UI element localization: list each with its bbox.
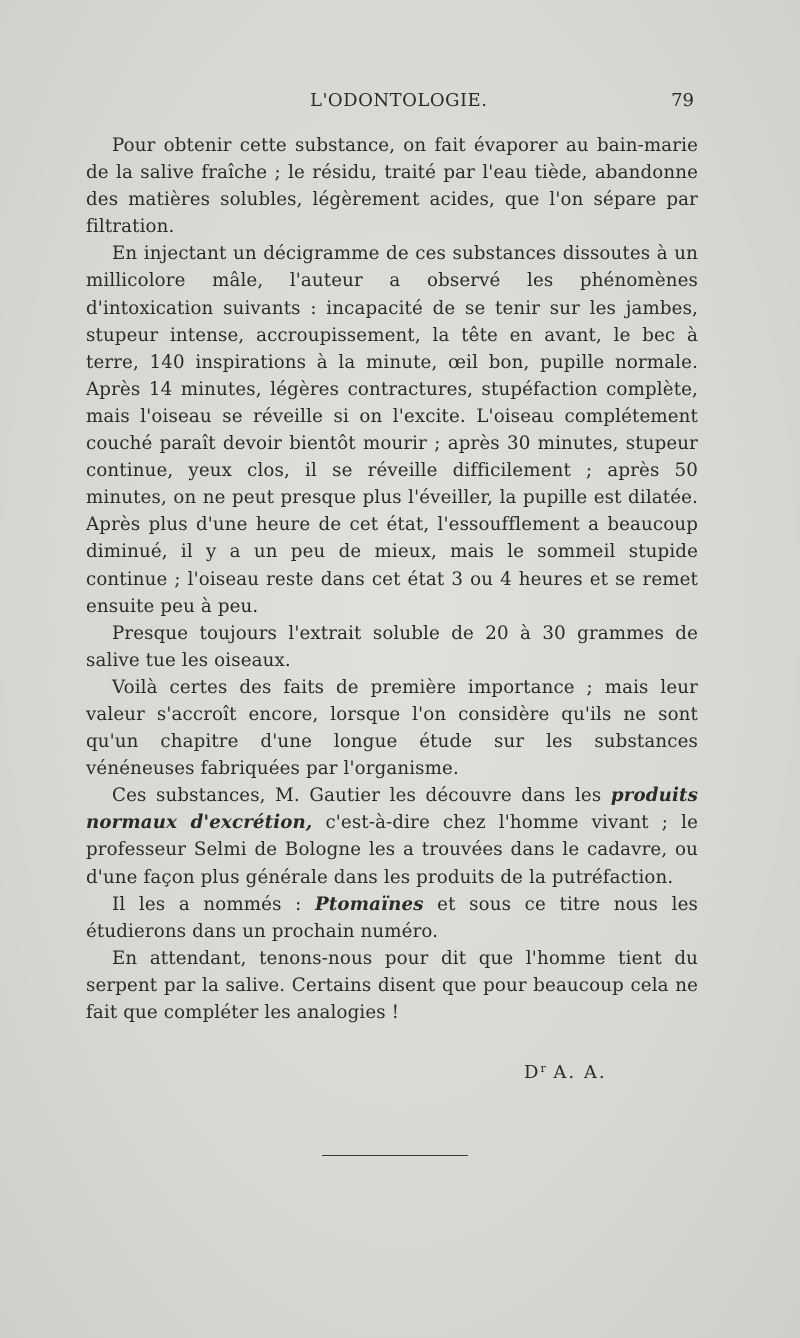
author-signature — [524, 1062, 607, 1083]
paragraph-3: Presque toujours l'extrait soluble de 20 à 30 grammes de salive tue les oiseaux. — [86, 622, 698, 671]
signature-prefix: D — [524, 1062, 541, 1083]
paragraph-6-italic: Ptomaïnes — [315, 893, 424, 915]
page-number: 79 — [671, 90, 694, 111]
running-title: L'ODONTOLOGIE. — [310, 90, 488, 111]
page-header — [88, 90, 694, 116]
signature-initials: A. A. — [545, 1062, 607, 1083]
paragraph-6-text-b: et sous ce titre nous les étudierons dans un prochain numéro. — [86, 893, 698, 942]
paragraph-4: Voilà certes des faits de première importance ; mais leur valeur s'accroît encore, lorsque l'on considère qu'ils ne sont qu'un chapitre d'une longue étude sur les substances vénéneuses fabriquées par l'organisme. — [86, 676, 698, 780]
paragraph-7: En attendant, tenons-nous pour dit que l'homme tient du serpent par la salive. Certains disent que pour beaucoup cela ne fait que compléter les analogies ! — [86, 947, 698, 1023]
signature-superscript: r — [540, 1062, 546, 1075]
paragraph-2: En injectant un décigramme de ces substances dissoutes à un millicolore mâle, l'auteur a observé les phénomènes d'intoxication suivants : incapacité de se tenir sur les jambes, stupeur intense, accroupissement, la tête en avant, le bec à terre, 140 inspirations à la minute, œil bon, pupille normale. Après 14 minutes, légères contractures, stupéfaction complète, mais l'oiseau se réveille si on l'excite. L'oiseau complétement couché paraît devoir bientôt mourir ; après 30 minutes, stupeur continue, yeux clos, il se réveille difficilement ; après 50 minutes, on ne peut presque plus l'éveiller, la pupille est dilatée. Après plus d'une heure de cet état, l'essoufflement a beaucoup diminué, il y a un peu de mieux, mais le sommeil stupide continue ; l'oiseau reste dans cet état 3 ou 4 heures et se remet ensuite peu à peu. — [86, 243, 698, 617]
paragraph-5 — [86, 782, 698, 890]
paragraph-5-italic: produits normaux d'excrétion, — [86, 785, 698, 834]
paragraph-5-text-b: c'est-à-dire chez l'homme vivant ; le professeur Selmi de Bologne les a trouvées dans le cadavre, ou d'une façon plus générale dans les produits de la putréfaction. — [86, 812, 698, 888]
section-divider-rule — [322, 1155, 468, 1156]
paragraph-6 — [86, 891, 698, 945]
paragraph-1: Pour obtenir cette substance, on fait évaporer au bain-marie de la salive fraîche ; le résidu, traité par l'eau tiède, abandonne des matières solubles, légèrement acides, que l'on sépare par filtration. — [86, 135, 698, 238]
paragraph-5-text-a: Ces substances, M. Gautier les découvre dans les — [112, 785, 611, 807]
article-body — [86, 132, 698, 1026]
paragraph-6-text-a: Il les a nommés : — [112, 893, 316, 915]
